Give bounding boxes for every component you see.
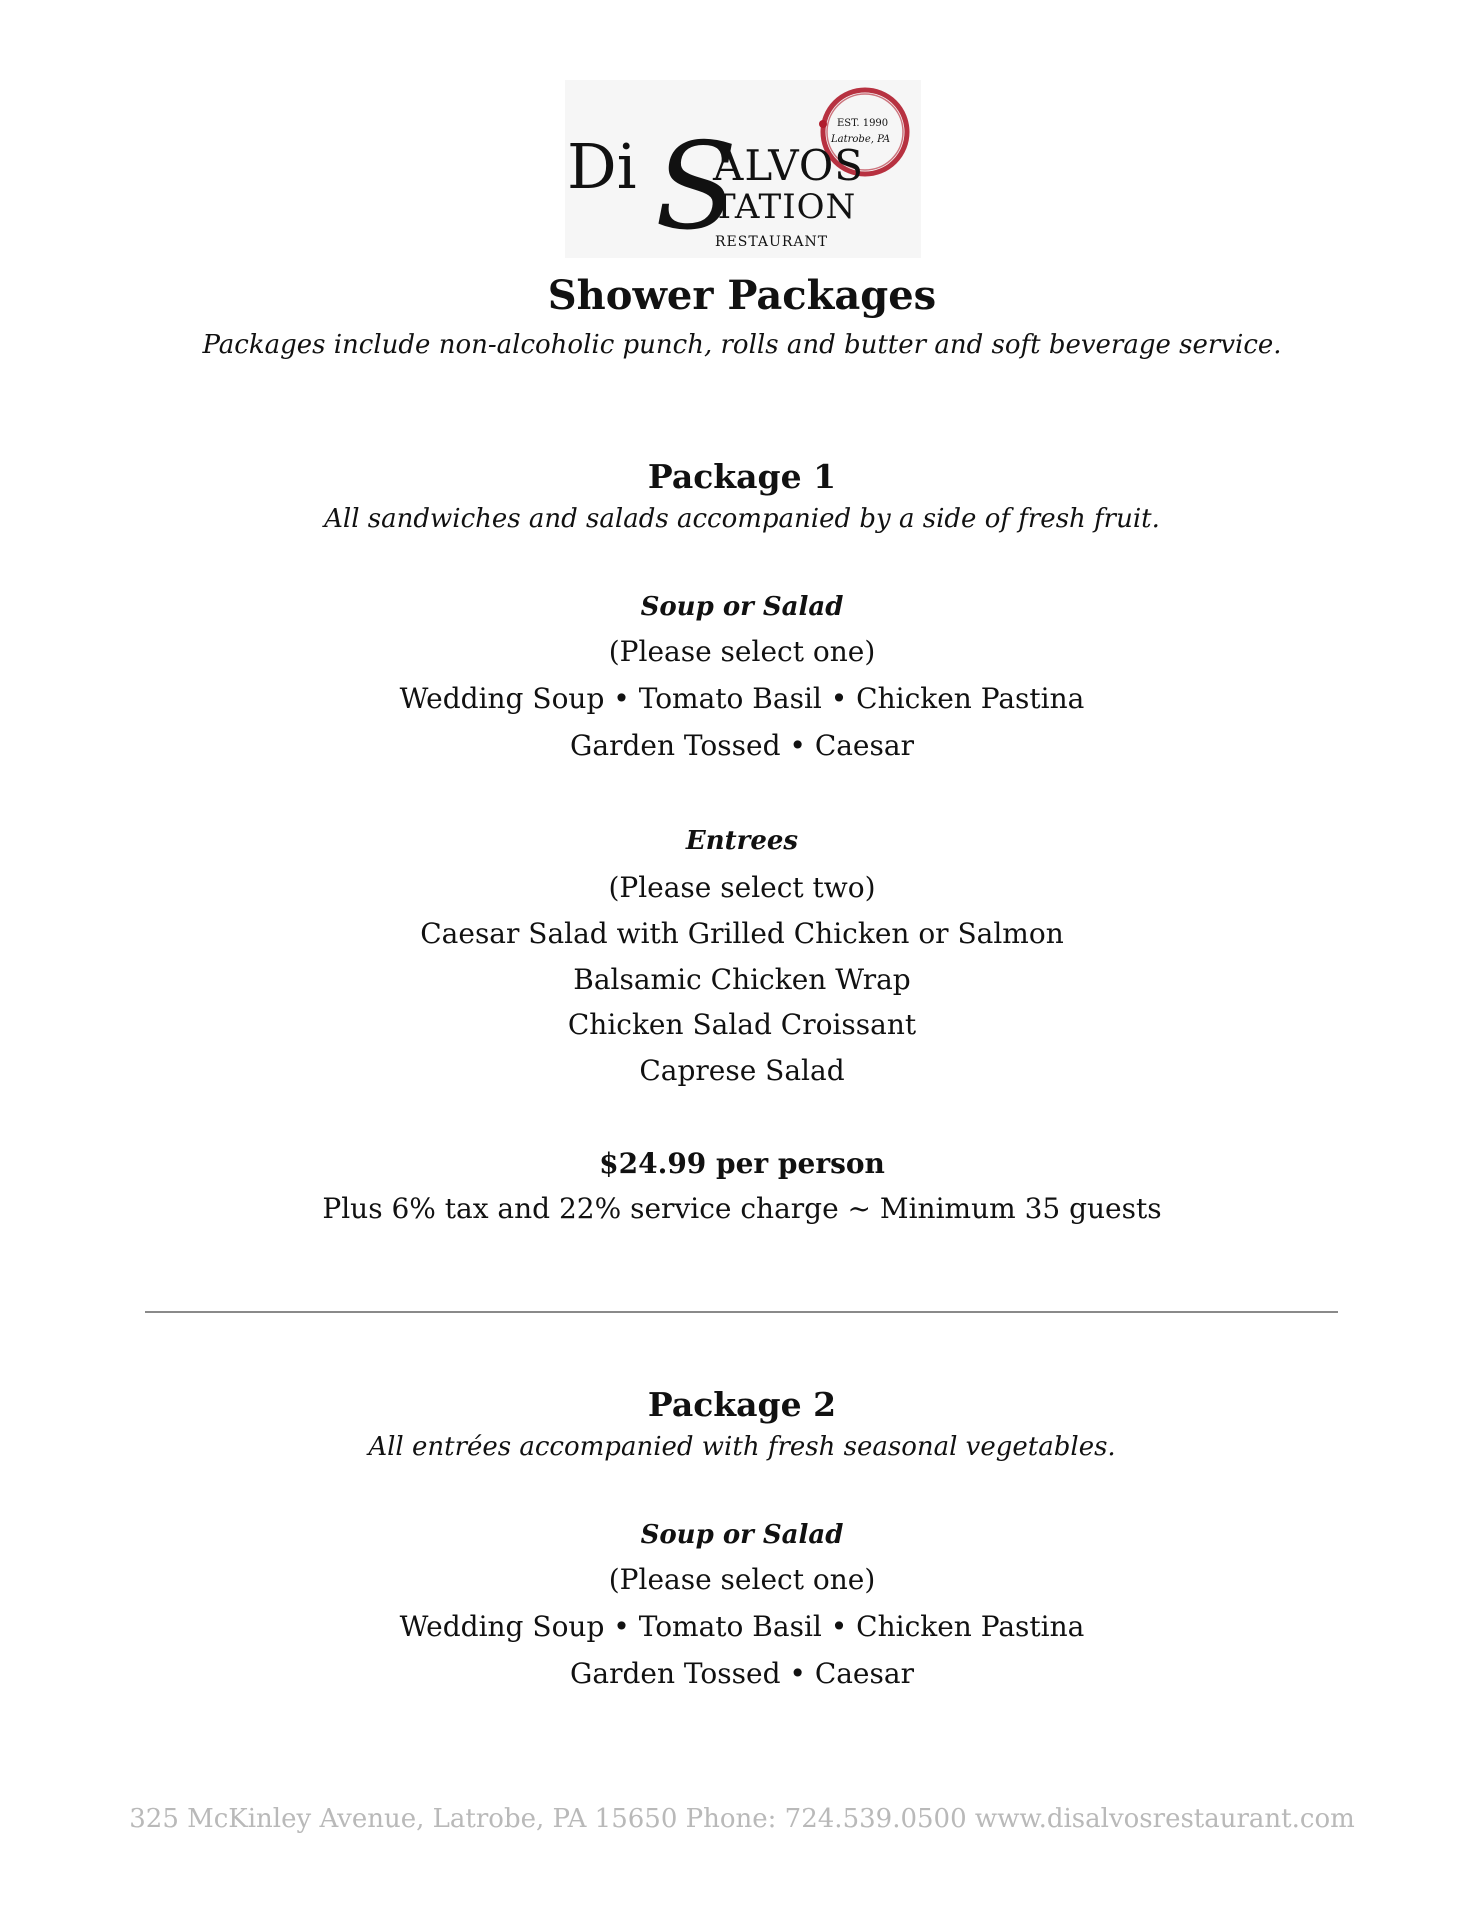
package1-soup-line1: Wedding Soup • Tomato Basil • Chicken Pastina bbox=[399, 682, 1085, 715]
svg-text:RESTAURANT: RESTAURANT bbox=[715, 234, 829, 250]
package1-note: All sandwiches and salads accompanied by a side of fresh fruit. bbox=[324, 504, 1160, 534]
package2-title: Package 2 bbox=[647, 1385, 837, 1424]
svg-text:Di: Di bbox=[567, 130, 637, 203]
svg-text:ALVOS: ALVOS bbox=[713, 141, 865, 190]
package2-soup-line1: Wedding Soup • Tomato Basil • Chicken Pastina bbox=[399, 1610, 1085, 1643]
package1-soup-line2: Garden Tossed • Caesar bbox=[570, 729, 914, 762]
package1-terms: Plus 6% tax and 22% service charge ~ Minimum 35 guests bbox=[322, 1192, 1162, 1225]
restaurant-logo bbox=[565, 80, 921, 258]
section-divider bbox=[145, 1311, 1338, 1313]
package1-entree-item: Caesar Salad with Grilled Chicken or Salmon bbox=[420, 917, 1064, 950]
package1-title: Package 1 bbox=[647, 457, 837, 496]
footer-contact: 325 McKinley Avenue, Latrobe, PA 15650 Phone: 724.539.0500 www.disalvosrestaurant.com bbox=[129, 1804, 1355, 1834]
package1-entree-item: Caprese Salad bbox=[639, 1054, 845, 1087]
svg-text:TATION: TATION bbox=[713, 187, 857, 227]
package1-soup-instruction: (Please select one) bbox=[608, 635, 876, 668]
svg-text:S: S bbox=[655, 118, 738, 257]
package1-price: $24.99 per person bbox=[599, 1147, 885, 1180]
svg-text:EST. 1990: EST. 1990 bbox=[837, 118, 889, 129]
package2-soup-heading: Soup or Salad bbox=[640, 1520, 844, 1550]
package2-soup-line2: Garden Tossed • Caesar bbox=[570, 1657, 914, 1690]
package1-entree-item: Balsamic Chicken Wrap bbox=[573, 963, 911, 996]
svg-text:Latrobe, PA: Latrobe, PA bbox=[831, 134, 891, 145]
package1-soup-heading: Soup or Salad bbox=[640, 592, 844, 622]
package1-entrees-heading: Entrees bbox=[685, 826, 799, 856]
package1-entrees-instruction: (Please select two) bbox=[608, 871, 876, 904]
page-title: Shower Packages bbox=[547, 272, 937, 319]
package1-entree-item: Chicken Salad Croissant bbox=[567, 1008, 917, 1041]
page-subtitle: Packages include non-alcoholic punch, rolls and butter and soft beverage service. bbox=[202, 330, 1282, 360]
package2-note: All entrées accompanied with fresh seasonal vegetables. bbox=[368, 1432, 1116, 1462]
package2-soup-instruction: (Please select one) bbox=[608, 1563, 876, 1596]
